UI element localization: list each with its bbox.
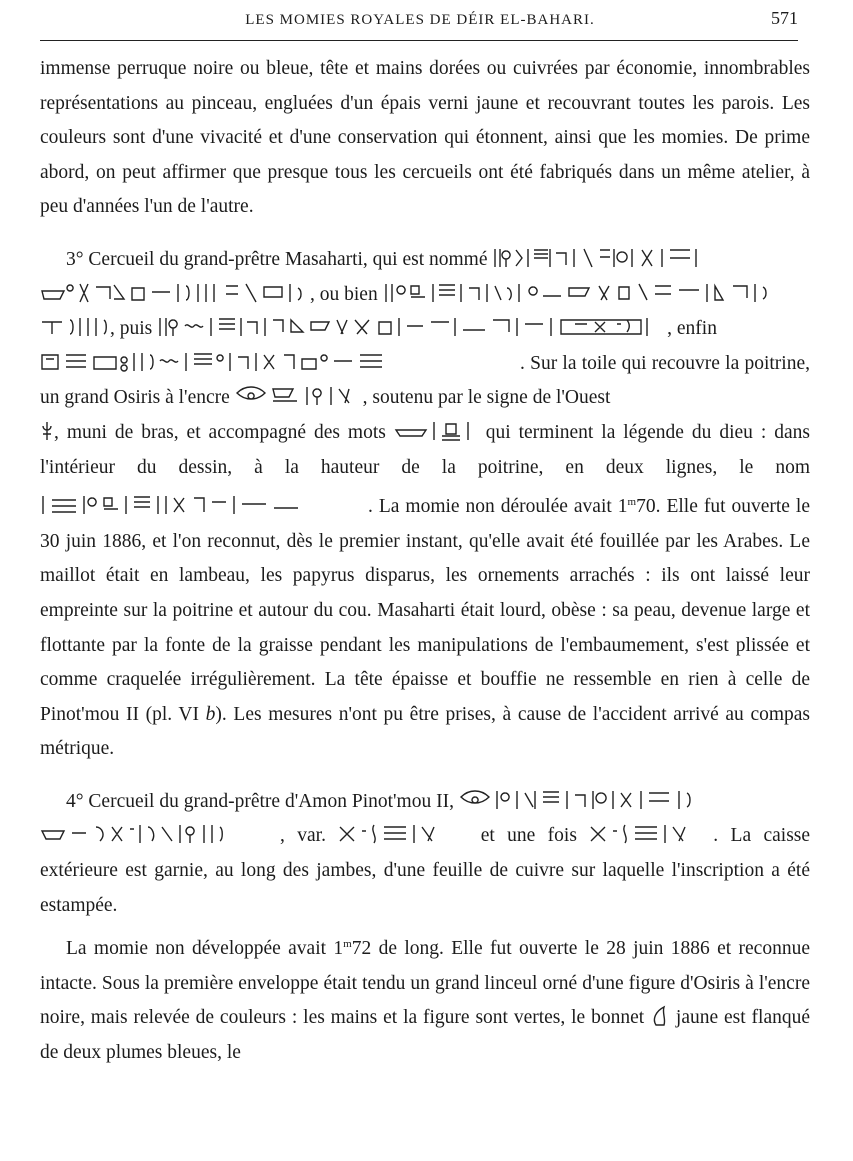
paragraph-2 — [40, 243, 810, 767]
hieroglyph-name-5 — [157, 316, 667, 338]
p2-text-5: . Sur la toile qui recouvre la poitrine, un grand Osiris à l'encre — [40, 352, 810, 409]
p3-text-4: . La caisse extérieure est garnie, au long des jambes, d'une feuille de cuivre sur laquelle l'inscription a été estampée. — [40, 825, 811, 916]
running-title: LES MOMIES ROYALES DE DÉIR EL-BAHARI. — [245, 12, 595, 28]
unit-meter: m — [627, 496, 637, 509]
p3-text-1: 4° Cercueil du grand-prêtre d'Amon Pinot'mou II, — [66, 790, 454, 812]
p4-text-2: 72 de long. Elle fut ouverte le 28 juin 1886 et reconnue intacte. Sous la première enveloppe était tendu un grand linceul orné d'une figure d'Osiris à l'encre noire, mais relevée de couleurs : les mains et la figure sont vertes, le bonnet — [40, 938, 810, 1029]
p2-text-9: . La momie non déroulée avait 1 — [368, 496, 628, 518]
page-header — [40, 6, 800, 36]
hieroglyph-name-8 — [459, 789, 705, 811]
page-number: 571 — [771, 8, 798, 28]
p4-text-1: La momie non développée avait 1 — [66, 938, 344, 960]
paragraph-3 — [40, 785, 810, 923]
p2-text-4: , enfin — [667, 318, 717, 340]
p4-text-3: jaune est flanqué de deux plumes bleues, le — [40, 1007, 811, 1064]
p3-text-2: , var. — [280, 825, 326, 847]
hieroglyph-name-2 — [40, 282, 310, 304]
p2-text-2: , ou bien — [310, 283, 378, 305]
p2-text-12: ). Les mesures n'ont pu être prises, à cause de l'accident arrivé au compas métrique. — [40, 703, 811, 760]
hieroglyph-osiris — [235, 385, 363, 407]
body-text — [40, 52, 810, 1071]
p2-text-8: qui terminent la légende du dieu : dans l'intérieur du dessin, à la hauteur de la poitrine, en deux lignes, le nom — [40, 421, 810, 478]
p3-text-3: et une fois — [480, 825, 577, 847]
hieroglyph-name-7 — [40, 494, 368, 516]
p2-text-7: , muni de bras, et accompagné des mots — [54, 421, 386, 443]
hieroglyph-var — [338, 823, 468, 845]
hieroglyph-crown — [650, 1005, 670, 1027]
hieroglyph-name-3 — [383, 282, 773, 304]
hieroglyph-words — [394, 420, 478, 442]
hieroglyph-name-9 — [40, 823, 280, 845]
paragraph-4 — [40, 927, 810, 1070]
hieroglyph-west-sign — [40, 420, 54, 442]
hieroglyph-name-4 — [40, 316, 110, 338]
p2-text-1: 3° Cercueil du grand-prêtre Masaharti, qui est nommé — [66, 248, 488, 270]
paragraph-1-text: immense perruque noire ou bleue, tête et mains dorées ou cuivrées par économie, innombrables représentations au pinceau, engluées d'un épais verni jaune et recouvrant toutes les parois. Les couleurs sont d'une vivacité et d'une conservation qui étonnent, ainsi que les momies. De prime abord, on peut affirmer que presque tous les cercueils ont été fabriqués dans un même atelier, à peu d'années l'un de l'autre. — [40, 58, 810, 218]
hieroglyph-name-1 — [492, 247, 702, 269]
hieroglyph-name-6 — [40, 351, 520, 373]
header-rule — [40, 40, 798, 41]
p2-text-3: , puis — [110, 318, 153, 340]
p2-text-10: 70. Elle fut ouverte le 30 juin 1886, et l'on reconnut, dès le premier instant, qu'elle avait été fouillée par les Arabes. Le maillot était en lambeau, les papyrus disparus, les ornements arrachés : ils ont laissé leur empreinte sur la poitrine et autour du cou. Masaharti était lourd, obèse : sa peau, devenue large et flottante par la fonte de la graisse pendant les manipulations de l'embaumement, s'est plissée et comme craquelée irrégulièrement. La tête épaisse et bouffie ne ressemble en rien à celle de Pinot'mou II (pl. VI — [40, 496, 811, 725]
hieroglyph-once — [589, 823, 713, 845]
paragraph-1 — [40, 52, 810, 225]
p2-text-11: b — [205, 703, 216, 725]
p2-text-6: , soutenu par le signe de l'Ouest — [362, 387, 611, 409]
unit-meter: m — [343, 938, 352, 951]
